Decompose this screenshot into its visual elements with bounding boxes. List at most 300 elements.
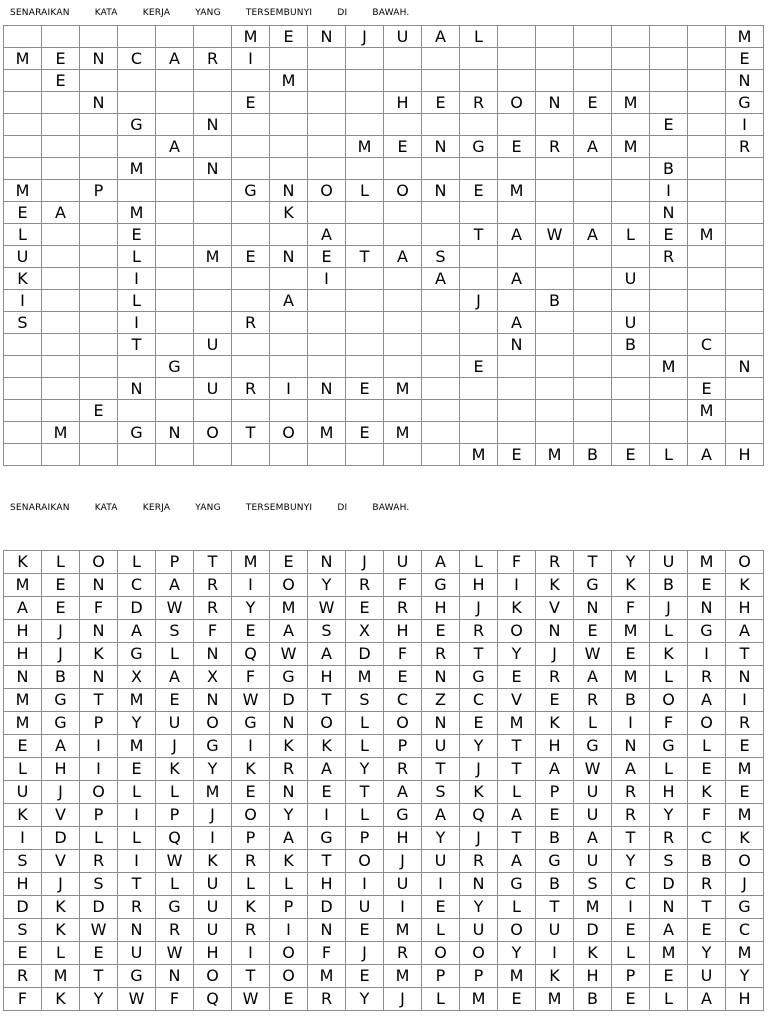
- grid-cell: G: [536, 850, 574, 873]
- grid-cell: R: [4, 965, 42, 988]
- grid-cell: [232, 268, 270, 290]
- grid-cell: [460, 70, 498, 92]
- grid-cell: L: [650, 666, 688, 689]
- grid-cell: [156, 158, 194, 180]
- grid-cell: [4, 356, 42, 378]
- grid-cell: Y: [612, 850, 650, 873]
- grid-cell: [574, 422, 612, 444]
- grid-cell: [4, 26, 42, 48]
- grid-cell: T: [422, 758, 460, 781]
- grid-cell: N: [536, 620, 574, 643]
- grid-cell: [308, 48, 346, 70]
- grid-cell: M: [574, 896, 612, 919]
- grid-cell: [80, 26, 118, 48]
- grid-row: [4, 26, 764, 48]
- grid-cell: [688, 26, 726, 48]
- grid-cell: M: [232, 26, 270, 48]
- grid-cell: L: [270, 873, 308, 896]
- grid-cell: E: [688, 574, 726, 597]
- grid-cell: D: [346, 643, 384, 666]
- grid-cell: [384, 70, 422, 92]
- grid-cell: [42, 136, 80, 158]
- grid-cell: U: [194, 919, 232, 942]
- grid-cell: Y: [650, 804, 688, 827]
- grid-cell: M: [346, 136, 384, 158]
- grid-cell: K: [80, 643, 118, 666]
- grid-cell: I: [726, 689, 764, 712]
- grid-cell: [460, 422, 498, 444]
- grid-cell: E: [460, 180, 498, 202]
- grid-cell: T: [498, 735, 536, 758]
- grid-cell: [4, 70, 42, 92]
- grid-cell: F: [4, 988, 42, 1011]
- grid-cell: L: [612, 224, 650, 246]
- grid-row: [4, 268, 764, 290]
- grid-cell: [460, 268, 498, 290]
- grid-cell: [612, 202, 650, 224]
- grid-cell: [650, 48, 688, 70]
- grid-cell: Y: [612, 551, 650, 574]
- grid-cell: I: [80, 758, 118, 781]
- header-word: KATA: [94, 8, 118, 18]
- grid-cell: P: [612, 965, 650, 988]
- grid-cell: E: [270, 26, 308, 48]
- grid-cell: K: [688, 781, 726, 804]
- grid-cell: [726, 158, 764, 180]
- grid-cell: H: [308, 873, 346, 896]
- grid-cell: H: [536, 735, 574, 758]
- grid-cell: R: [460, 92, 498, 114]
- grid-cell: G: [460, 666, 498, 689]
- grid-cell: [536, 180, 574, 202]
- grid-cell: [460, 400, 498, 422]
- grid-row: [4, 689, 764, 712]
- grid-cell: [156, 114, 194, 136]
- grid-cell: [384, 224, 422, 246]
- grid-cell: [422, 114, 460, 136]
- grid-cell: [422, 70, 460, 92]
- grid-cell: A: [536, 758, 574, 781]
- grid-cell: [42, 400, 80, 422]
- grid-cell: H: [384, 92, 422, 114]
- grid-cell: N: [308, 551, 346, 574]
- grid-cell: Y: [308, 574, 346, 597]
- grid-cell: B: [612, 334, 650, 356]
- grid-cell: M: [270, 70, 308, 92]
- grid-cell: U: [194, 873, 232, 896]
- grid-cell: [384, 268, 422, 290]
- grid-cell: G: [726, 896, 764, 919]
- grid-cell: N: [536, 92, 574, 114]
- grid-cell: E: [42, 48, 80, 70]
- grid-cell: [308, 400, 346, 422]
- grid-cell: T: [80, 689, 118, 712]
- grid-cell: U: [4, 781, 42, 804]
- grid-cell: M: [42, 422, 80, 444]
- grid-cell: V: [42, 804, 80, 827]
- grid-cell: M: [460, 444, 498, 466]
- grid-cell: I: [118, 850, 156, 873]
- grid-cell: E: [650, 224, 688, 246]
- grid-cell: F: [80, 597, 118, 620]
- grid-cell: F: [650, 712, 688, 735]
- grid-cell: [156, 444, 194, 466]
- grid-cell: G: [574, 735, 612, 758]
- grid-cell: P: [536, 781, 574, 804]
- grid-cell: D: [308, 896, 346, 919]
- grid-cell: [422, 378, 460, 400]
- grid-cell: W: [118, 988, 156, 1011]
- grid-cell: J: [460, 827, 498, 850]
- grid-cell: I: [270, 378, 308, 400]
- grid-cell: [650, 422, 688, 444]
- grid-cell: [80, 268, 118, 290]
- grid-cell: M: [270, 597, 308, 620]
- grid-cell: I: [308, 268, 346, 290]
- grid-cell: I: [270, 919, 308, 942]
- grid-cell: [612, 158, 650, 180]
- grid-cell: O: [422, 942, 460, 965]
- grid-cell: [346, 92, 384, 114]
- grid-cell: [4, 114, 42, 136]
- grid-cell: [460, 312, 498, 334]
- grid-row: [4, 70, 764, 92]
- grid-cell: [80, 114, 118, 136]
- grid-cell: D: [80, 896, 118, 919]
- grid-row: [4, 781, 764, 804]
- grid-cell: J: [460, 290, 498, 312]
- grid-cell: O: [346, 850, 384, 873]
- grid-cell: [498, 290, 536, 312]
- grid-cell: P: [270, 896, 308, 919]
- grid-cell: X: [346, 620, 384, 643]
- grid-cell: S: [422, 246, 460, 268]
- grid-cell: E: [346, 422, 384, 444]
- grid-cell: [498, 114, 536, 136]
- grid-cell: N: [4, 666, 42, 689]
- grid-cell: E: [460, 356, 498, 378]
- grid-cell: [4, 158, 42, 180]
- grid-cell: [536, 268, 574, 290]
- grid-cell: E: [346, 965, 384, 988]
- grid-cell: A: [156, 574, 194, 597]
- grid-row: [4, 202, 764, 224]
- grid-cell: A: [156, 666, 194, 689]
- grid-cell: [612, 48, 650, 70]
- grid-cell: K: [612, 574, 650, 597]
- grid-cell: [80, 334, 118, 356]
- grid-cell: [726, 334, 764, 356]
- grid-row: [4, 850, 764, 873]
- grid-cell: T: [726, 643, 764, 666]
- grid-cell: I: [118, 804, 156, 827]
- grid-cell: [612, 378, 650, 400]
- grid-cell: N: [422, 712, 460, 735]
- grid-row: [4, 919, 764, 942]
- grid-cell: Y: [346, 758, 384, 781]
- grid-cell: [460, 378, 498, 400]
- grid-row: [4, 574, 764, 597]
- grid-cell: K: [42, 988, 80, 1011]
- grid-cell: J: [384, 850, 422, 873]
- grid-cell: G: [156, 896, 194, 919]
- grid-cell: [194, 400, 232, 422]
- grid-cell: U: [384, 26, 422, 48]
- grid-cell: [346, 158, 384, 180]
- grid-cell: S: [4, 312, 42, 334]
- grid-cell: H: [384, 620, 422, 643]
- grid-cell: G: [384, 804, 422, 827]
- grid-cell: [574, 114, 612, 136]
- grid-cell: K: [4, 804, 42, 827]
- grid-cell: M: [612, 666, 650, 689]
- grid-cell: [270, 400, 308, 422]
- grid-cell: N: [194, 643, 232, 666]
- grid-cell: [42, 444, 80, 466]
- grid-cell: [156, 92, 194, 114]
- grid-cell: W: [536, 224, 574, 246]
- grid-cell: [4, 400, 42, 422]
- grid-cell: [80, 378, 118, 400]
- grid-row: [4, 378, 764, 400]
- grid-cell: E: [612, 444, 650, 466]
- grid-cell: N: [156, 965, 194, 988]
- grid-cell: U: [612, 268, 650, 290]
- grid-cell: M: [42, 965, 80, 988]
- grid-cell: [118, 356, 156, 378]
- grid-cell: O: [726, 551, 764, 574]
- grid-cell: U: [194, 896, 232, 919]
- grid-cell: J: [42, 620, 80, 643]
- grid-cell: O: [270, 574, 308, 597]
- grid-cell: [536, 202, 574, 224]
- grid-cell: J: [384, 988, 422, 1011]
- grid-cell: O: [270, 422, 308, 444]
- header-word: YANG: [195, 503, 221, 513]
- grid-cell: D: [4, 896, 42, 919]
- grid-cell: C: [612, 873, 650, 896]
- grid-cell: J: [726, 873, 764, 896]
- grid-cell: [688, 202, 726, 224]
- grid-cell: P: [80, 180, 118, 202]
- grid-cell: [384, 114, 422, 136]
- grid-cell: H: [460, 574, 498, 597]
- grid-cell: T: [346, 246, 384, 268]
- grid-cell: U: [688, 965, 726, 988]
- grid-cell: I: [232, 942, 270, 965]
- grid-cell: [156, 268, 194, 290]
- grid-cell: P: [156, 804, 194, 827]
- grid-cell: [80, 158, 118, 180]
- grid-cell: L: [650, 620, 688, 643]
- grid-cell: J: [650, 597, 688, 620]
- grid-cell: L: [156, 873, 194, 896]
- grid-cell: [80, 136, 118, 158]
- grid-cell: A: [498, 224, 536, 246]
- grid-cell: [688, 48, 726, 70]
- grid-cell: A: [498, 312, 536, 334]
- grid-cell: E: [346, 597, 384, 620]
- grid-row: [4, 804, 764, 827]
- grid-row: [4, 988, 764, 1011]
- grid-cell: I: [726, 114, 764, 136]
- grid-cell: N: [270, 180, 308, 202]
- grid-cell: O: [498, 620, 536, 643]
- grid-cell: [194, 268, 232, 290]
- grid-cell: [574, 26, 612, 48]
- grid-cell: M: [308, 965, 346, 988]
- grid-cell: [650, 26, 688, 48]
- header-word: KERJA: [142, 8, 171, 18]
- grid-cell: [80, 356, 118, 378]
- grid-cell: F: [384, 643, 422, 666]
- grid-cell: U: [118, 942, 156, 965]
- grid-cell: P: [232, 827, 270, 850]
- grid-cell: R: [460, 850, 498, 873]
- grid-cell: N: [270, 712, 308, 735]
- grid-cell: E: [118, 758, 156, 781]
- grid-cell: G: [232, 712, 270, 735]
- grid-cell: L: [498, 781, 536, 804]
- grid-cell: J: [42, 873, 80, 896]
- grid-cell: Y: [346, 988, 384, 1011]
- grid-cell: L: [346, 712, 384, 735]
- grid-cell: E: [4, 202, 42, 224]
- grid-cell: A: [650, 919, 688, 942]
- grid-cell: [308, 202, 346, 224]
- grid-row: [4, 896, 764, 919]
- grid-row: [4, 136, 764, 158]
- grid-cell: N: [726, 356, 764, 378]
- grid-cell: [536, 70, 574, 92]
- grid-cell: [498, 48, 536, 70]
- grid-cell: [384, 48, 422, 70]
- header-word: TERSEMBUNYI: [245, 503, 313, 513]
- grid-cell: [574, 158, 612, 180]
- grid-cell: K: [4, 551, 42, 574]
- grid-cell: E: [80, 400, 118, 422]
- grid-cell: [118, 444, 156, 466]
- grid-cell: [726, 422, 764, 444]
- grid-cell: A: [574, 666, 612, 689]
- header-word: SENARAIKAN: [10, 8, 70, 18]
- grid-cell: E: [384, 136, 422, 158]
- grid-cell: T: [612, 827, 650, 850]
- grid-cell: R: [650, 827, 688, 850]
- grid-cell: K: [574, 942, 612, 965]
- grid-cell: N: [118, 378, 156, 400]
- grid-cell: I: [650, 180, 688, 202]
- grid-cell: J: [460, 758, 498, 781]
- grid-cell: E: [156, 689, 194, 712]
- grid-cell: [156, 378, 194, 400]
- grid-cell: D: [42, 827, 80, 850]
- grid-cell: J: [156, 735, 194, 758]
- grid-cell: [270, 136, 308, 158]
- grid-cell: A: [422, 804, 460, 827]
- grid-cell: N: [270, 246, 308, 268]
- grid-row: [4, 620, 764, 643]
- grid-cell: M: [384, 422, 422, 444]
- grid-cell: M: [688, 224, 726, 246]
- grid-cell: H: [384, 827, 422, 850]
- grid-cell: [156, 246, 194, 268]
- grid-cell: [194, 356, 232, 378]
- grid-cell: [194, 202, 232, 224]
- grid-cell: E: [688, 919, 726, 942]
- grid-cell: D: [118, 597, 156, 620]
- grid-cell: E: [688, 758, 726, 781]
- grid-cell: A: [270, 620, 308, 643]
- grid-cell: [80, 202, 118, 224]
- grid-cell: C: [118, 48, 156, 70]
- grid-cell: E: [232, 620, 270, 643]
- grid-cell: F: [156, 988, 194, 1011]
- grid-cell: A: [498, 268, 536, 290]
- grid-cell: [726, 180, 764, 202]
- grid-cell: W: [156, 942, 194, 965]
- grid-cell: T: [80, 965, 118, 988]
- grid-cell: [384, 400, 422, 422]
- grid-cell: T: [574, 551, 612, 574]
- grid-cell: [650, 136, 688, 158]
- grid-cell: [4, 444, 42, 466]
- grid-cell: M: [498, 712, 536, 735]
- grid-cell: N: [574, 597, 612, 620]
- grid-cell: O: [194, 422, 232, 444]
- grid-cell: S: [4, 919, 42, 942]
- grid-cell: R: [574, 689, 612, 712]
- grid-cell: [612, 400, 650, 422]
- grid-cell: L: [42, 551, 80, 574]
- grid-cell: K: [4, 268, 42, 290]
- grid-cell: U: [574, 781, 612, 804]
- grid-cell: [232, 356, 270, 378]
- grid-cell: [308, 136, 346, 158]
- grid-cell: N: [422, 666, 460, 689]
- grid-cell: K: [726, 827, 764, 850]
- grid-cell: U: [574, 804, 612, 827]
- grid-cell: K: [498, 597, 536, 620]
- grid-cell: G: [688, 620, 726, 643]
- grid-cell: E: [498, 444, 536, 466]
- grid-cell: J: [536, 643, 574, 666]
- grid-cell: Z: [422, 689, 460, 712]
- grid-cell: M: [194, 781, 232, 804]
- grid-cell: R: [384, 597, 422, 620]
- grid-cell: [42, 26, 80, 48]
- grid-cell: [42, 246, 80, 268]
- grid-cell: B: [650, 158, 688, 180]
- grid-cell: R: [384, 758, 422, 781]
- grid-cell: [498, 158, 536, 180]
- grid-cell: N: [650, 896, 688, 919]
- grid-cell: [688, 356, 726, 378]
- header-word: YANG: [195, 8, 221, 18]
- grid-cell: [536, 400, 574, 422]
- grid-cell: M: [498, 965, 536, 988]
- grid-cell: A: [384, 781, 422, 804]
- word-search-grid: [3, 550, 764, 1011]
- grid-cell: [422, 48, 460, 70]
- grid-cell: [422, 312, 460, 334]
- grid-cell: [194, 92, 232, 114]
- grid-cell: I: [194, 827, 232, 850]
- grid-cell: O: [498, 919, 536, 942]
- grid-cell: R: [308, 988, 346, 1011]
- grid-cell: K: [42, 919, 80, 942]
- grid-row: [4, 48, 764, 70]
